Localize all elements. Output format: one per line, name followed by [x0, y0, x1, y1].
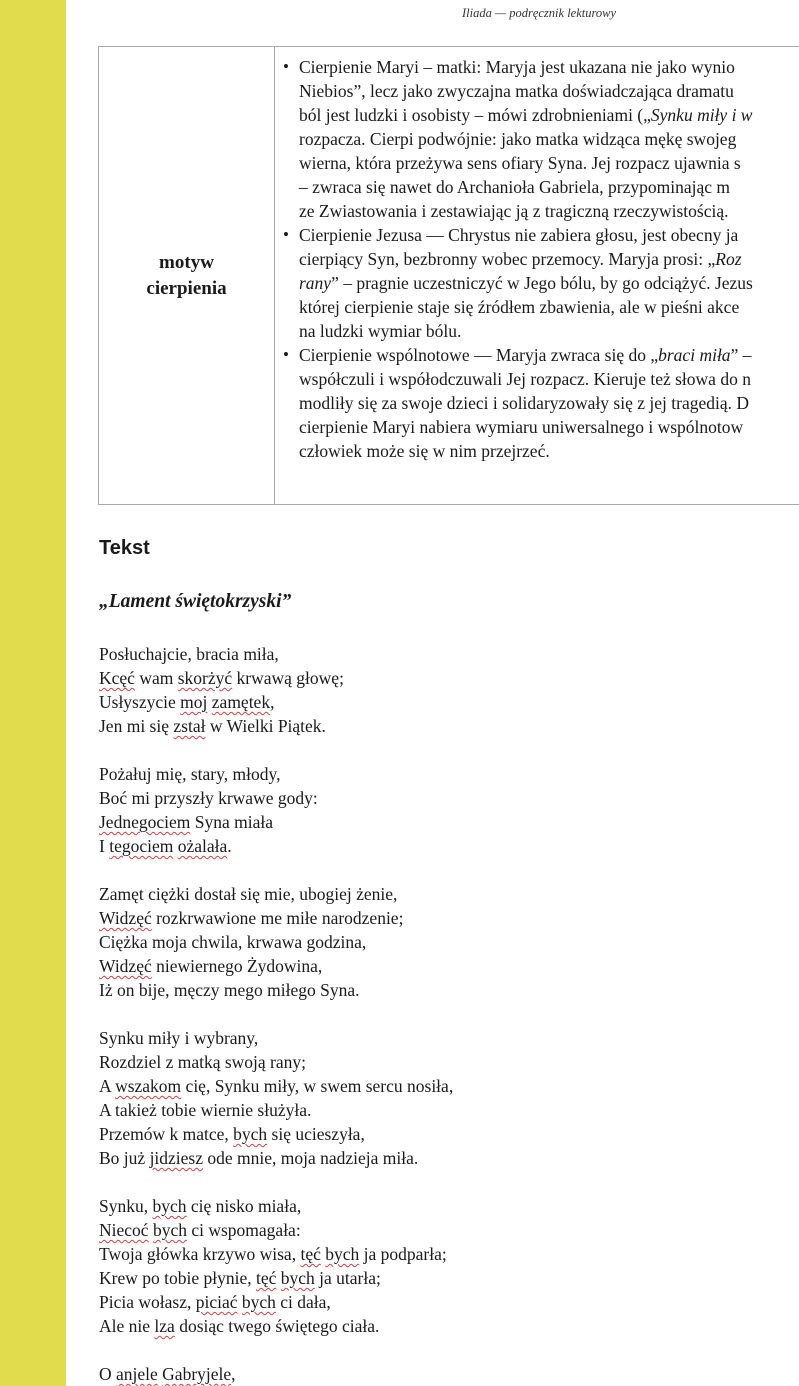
spellcheck-flagged-word: bych — [233, 1124, 268, 1144]
text-run: Usłyszycie — [99, 692, 181, 712]
bullet-line — [299, 271, 799, 295]
verse-line — [99, 882, 453, 906]
bullet-line — [299, 103, 799, 127]
bullet-line — [299, 79, 799, 103]
italic-quote: Synku miły i w — [650, 105, 753, 125]
bullet-line — [299, 223, 799, 247]
bullet-line — [299, 439, 799, 463]
spellcheck-flagged-word: tęć — [255, 1268, 277, 1288]
text-run: Rozdziel z matką swoją rany; — [99, 1052, 307, 1072]
text-run: Posłuchajcie, bracia miła, — [99, 644, 279, 664]
text-run: której cierpienie staje się źródłem zbawienia, ale w pieśni akce — [299, 297, 740, 317]
text-run: się ucieszyła, — [267, 1124, 365, 1144]
spellcheck-flagged-word: moj — [180, 692, 208, 712]
bullet-line — [299, 295, 799, 319]
text-run: Iż on bije, męczy mego miłego Syna. — [99, 980, 360, 1000]
verse-line — [99, 906, 453, 930]
text-run: , — [231, 1364, 236, 1384]
page-margin-bar — [0, 0, 66, 1386]
bullet-item — [275, 223, 799, 343]
spellcheck-flagged-word: zstał — [173, 716, 206, 736]
verse-line — [99, 666, 453, 690]
text-run: ci wspomagała: — [186, 1220, 301, 1240]
text-run: Ale nie — [99, 1316, 155, 1336]
italic-quote: rany — [299, 273, 332, 293]
spellcheck-flagged-word: lza — [154, 1316, 175, 1336]
bullet-item — [275, 343, 799, 463]
verse-line — [99, 1026, 453, 1050]
bullet-line — [299, 343, 799, 367]
bullet-line — [299, 319, 799, 343]
table-content-cell — [275, 55, 799, 463]
bullet-line — [299, 199, 799, 223]
running-header: Iliada — podręcznik lekturowy — [462, 6, 617, 20]
spellcheck-flagged-word: anjele — [116, 1364, 158, 1384]
spellcheck-flagged-word: Niecoć — [99, 1220, 149, 1240]
text-run: – zwraca się nawet do Archanioła Gabriela, przypominając m — [299, 177, 730, 197]
spellcheck-flagged-word: bych — [325, 1244, 360, 1264]
text-run: cię nisko miała, — [186, 1196, 302, 1216]
text-run: krwawą głowę; — [232, 668, 344, 688]
text-run: ” – — [730, 345, 752, 365]
bullet-line — [299, 415, 799, 439]
text-run: Synku, — [99, 1196, 153, 1216]
verse-line — [99, 1362, 453, 1386]
text-run: ode mnie, moja nadzieja miła. — [203, 1148, 419, 1168]
text-run: cierpiący Syn, bezbronny wobec przemocy. Maryja prosi: „ — [299, 249, 716, 269]
verse-line — [99, 1242, 453, 1266]
text-run: ze Zwiastowania i zestawiając ją z tragiczną rzeczywistością. — [299, 201, 729, 221]
verse-line — [99, 978, 453, 1002]
bullet-line — [299, 247, 799, 271]
text-run: wam — [134, 668, 178, 688]
spellcheck-flagged-word: bych — [241, 1292, 276, 1312]
verse-line — [99, 1194, 453, 1218]
spellcheck-flagged-word: ożalała — [177, 836, 228, 856]
verse-line — [99, 930, 453, 954]
verse-line — [99, 1122, 453, 1146]
text-run: dosiąc twego świętego ciała. — [174, 1316, 380, 1336]
verse-line — [99, 690, 453, 714]
text-run: A takież tobie wiernie służyła. — [99, 1100, 312, 1120]
spellcheck-flagged-word: Gabryjele — [162, 1364, 232, 1384]
text-run: O — [99, 1364, 117, 1384]
text-run: . — [227, 836, 232, 856]
bullet-item — [275, 55, 799, 223]
spellcheck-flagged-word: wszakom — [115, 1076, 182, 1096]
text-run: Pożałuj mię, stary, młody, — [99, 764, 281, 784]
verse-line — [99, 954, 453, 978]
spellcheck-flagged-word: bych — [280, 1268, 315, 1288]
text-run: Bo już — [99, 1148, 150, 1168]
verse-line — [99, 1314, 453, 1338]
spellcheck-flagged-word: tęć — [300, 1244, 321, 1264]
spellcheck-flagged-word: skorżyć — [177, 668, 233, 688]
text-run: w Wielki Piątek. — [205, 716, 326, 736]
text-run: na ludzki wymiar bólu. — [299, 321, 462, 341]
verse-line — [99, 1050, 453, 1074]
table-label-cell — [99, 47, 275, 504]
text-run: współczuli i współodczuwali Jej rozpacz. Kieruje też słowa do n — [299, 369, 751, 389]
verse-line — [99, 1098, 453, 1122]
italic-quote: Roz — [715, 249, 742, 269]
text-run: cię, Synku miły, w swem sercu nosiła, — [181, 1076, 454, 1096]
text-run: modliły się za swoje dzieci i solidaryzowały się z jej tragedią. D — [299, 393, 749, 413]
bullet-line — [299, 55, 799, 79]
stanza — [99, 762, 453, 858]
verse-line — [99, 834, 453, 858]
text-run: Niebios”, lecz jako zwyczajna matka doświadczająca dramatu — [299, 81, 734, 101]
text-run: Przemów k matce, — [99, 1124, 234, 1144]
text-run: Boć mi przyszły krwawe gody: — [99, 788, 318, 808]
spellcheck-flagged-word: Jednegociem — [99, 812, 191, 832]
text-run: ja podparła; — [359, 1244, 447, 1264]
text-run: Cierpienie Jezusa — Chrystus nie zabiera głosu, jest obecny ja — [299, 225, 739, 245]
motif-label: motyw cierpienia — [146, 251, 227, 299]
verse-line — [99, 762, 453, 786]
verse-line — [99, 1290, 453, 1314]
verse-line — [99, 1146, 453, 1170]
text-run: Zamęt ciężki dostał się mie, ubogiej żenie, — [99, 884, 398, 904]
stanza — [99, 1194, 453, 1338]
text-run: Jen mi się — [99, 716, 174, 736]
text-run: Syna miała — [190, 812, 273, 832]
text-run: ból jest ludzki i osobisty – mówi zdrobnieniami („ — [299, 105, 651, 125]
verse-line — [99, 786, 453, 810]
bullet-line — [299, 367, 799, 391]
spellcheck-flagged-word: zamętek — [211, 692, 271, 712]
poem-text — [99, 642, 453, 1386]
text-run: wierna, która przeżywa sens ofiary Syna. Jej rozpacz ujawnia s — [299, 153, 741, 173]
text-run: Krew po tobie płynie, — [99, 1268, 256, 1288]
stanza — [99, 1026, 453, 1170]
verse-line — [99, 714, 453, 738]
spellcheck-flagged-word: piciać — [195, 1292, 238, 1312]
bullet-line — [299, 127, 799, 151]
poem-title: „Lament świętokrzyski” — [99, 591, 292, 612]
text-run: cierpienie Maryi nabiera wymiaru uniwersalnego i wspólnotow — [299, 417, 744, 437]
spellcheck-flagged-word: Kcęć — [99, 668, 135, 688]
verse-line — [99, 1218, 453, 1242]
bullet-line — [299, 391, 799, 415]
text-run: niewiernego Żydowina, — [151, 956, 323, 976]
spellcheck-flagged-word: jidziesz — [149, 1148, 204, 1168]
spellcheck-flagged-word: bych — [152, 1196, 187, 1216]
spellcheck-flagged-word: tegociem — [109, 836, 174, 856]
document-page — [66, 0, 799, 1386]
text-run: I — [99, 836, 110, 856]
bullet-line — [299, 151, 799, 175]
text-run: ” – pragnie uczestniczyć w Jego bólu, by go odciążyć. Jezus — [331, 273, 753, 293]
spellcheck-flagged-word: Widzęć — [99, 956, 152, 976]
text-run: Twoja główka krzywo wisa, — [99, 1244, 301, 1264]
motif-table — [98, 46, 799, 505]
text-run: Ciężka moja chwila, krwawa godzina, — [99, 932, 367, 952]
italic-quote: braci miła — [658, 345, 731, 365]
text-run: Cierpienie Maryi – matki: Maryja jest ukazana nie jako wynio — [299, 57, 735, 77]
stanza — [99, 1362, 453, 1386]
text-run: Cierpienie wspólnotowe — Maryja zwraca się do „ — [299, 345, 659, 365]
text-run: A — [99, 1076, 116, 1096]
verse-line — [99, 810, 453, 834]
section-heading: Tekst — [99, 537, 150, 559]
text-run: człowiek może się w nim przejrzeć. — [299, 441, 550, 461]
verse-line — [99, 642, 453, 666]
text-run: rozpacza. Cierpi podwójnie: jako matka widząca mękę swojeg — [299, 129, 737, 149]
stanza — [99, 882, 453, 1002]
text-run: Synku miły i wybrany, — [99, 1028, 259, 1048]
text-run: ci dała, — [275, 1292, 331, 1312]
verse-line — [99, 1266, 453, 1290]
text-run: ja utarła; — [314, 1268, 381, 1288]
text-run: rozkrwawione me miłe narodzenie; — [151, 908, 404, 928]
motif-bullet-list — [275, 55, 799, 463]
stanza — [99, 642, 453, 738]
spellcheck-flagged-word: Widzęć — [99, 908, 152, 928]
bullet-line — [299, 175, 799, 199]
text-run: , — [270, 692, 275, 712]
text-run: Picia wołasz, — [99, 1292, 196, 1312]
spellcheck-flagged-word: bych — [152, 1220, 187, 1240]
verse-line — [99, 1074, 453, 1098]
